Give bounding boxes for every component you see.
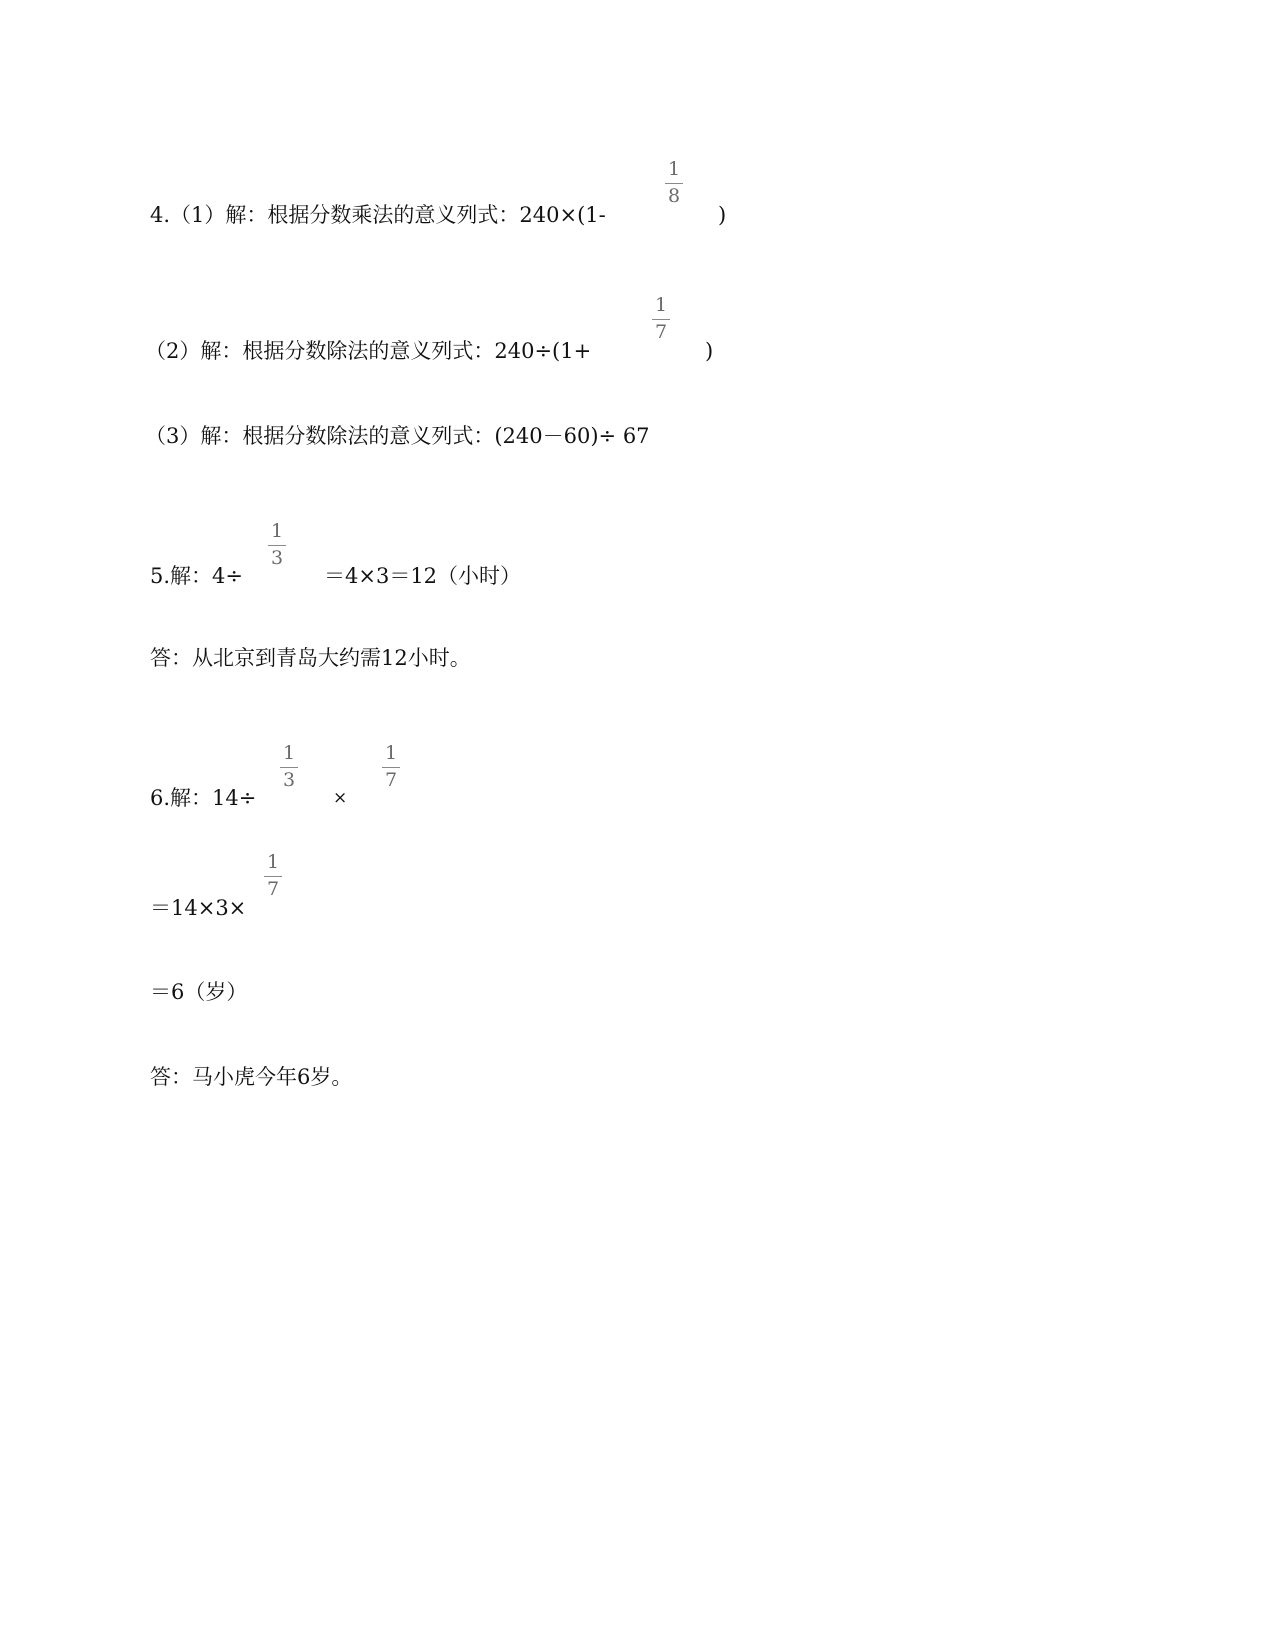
q6-line1-fraction2 <box>381 744 401 791</box>
fraction-denominator: 7 <box>384 769 398 791</box>
q4-part2-fraction <box>651 296 671 343</box>
q4-part1-equation: 4.（1）解：根据分数乘法的意义列式：240×(1- <box>150 203 606 227</box>
q6-answer: 答：马小虎今年6岁。 <box>150 1065 353 1089</box>
fraction-denominator: 3 <box>282 769 296 791</box>
q4-part2-close-paren: ) <box>705 339 714 363</box>
fraction-bar <box>652 319 670 320</box>
q5-fraction <box>267 522 287 569</box>
q4-part2-equation: （2）解：根据分数除法的意义列式：240÷(1+ <box>145 339 592 363</box>
fraction-denominator: 7 <box>654 321 668 343</box>
q6-line1-prefix: 6.解：14÷ <box>150 786 257 810</box>
fraction-bar <box>268 545 286 546</box>
fraction-numerator: 1 <box>384 742 398 764</box>
fraction-numerator: 1 <box>654 294 668 316</box>
q6-line3: ＝6（岁） <box>150 980 248 1004</box>
q4-part3-equation: （3）解：根据分数除法的意义列式：(240－60)÷ 67 <box>145 424 650 448</box>
fraction-numerator: 1 <box>667 158 681 180</box>
q5-answer: 答：从北京到青岛大约需12小时。 <box>150 646 471 670</box>
fraction-numerator: 1 <box>282 742 296 764</box>
fraction-denominator: 8 <box>667 185 681 207</box>
q6-line2-fraction <box>263 853 283 900</box>
q6-line1-fraction1 <box>279 744 299 791</box>
q4-part1-close-paren: ) <box>718 203 727 227</box>
fraction-denominator: 7 <box>266 878 280 900</box>
fraction-bar <box>382 767 400 768</box>
q5-equation-suffix: ＝4×3＝12（小时） <box>324 564 522 588</box>
fraction-numerator: 1 <box>266 851 280 873</box>
fraction-numerator: 1 <box>270 520 284 542</box>
q4-part1-fraction <box>664 160 684 207</box>
q6-line2-prefix: ＝14×3× <box>150 896 247 920</box>
fraction-bar <box>264 876 282 877</box>
q5-equation-prefix: 5.解：4÷ <box>150 564 243 588</box>
fraction-denominator: 3 <box>270 547 284 569</box>
fraction-bar <box>280 767 298 768</box>
q6-line1-times: × <box>333 788 348 808</box>
fraction-bar <box>665 183 683 184</box>
